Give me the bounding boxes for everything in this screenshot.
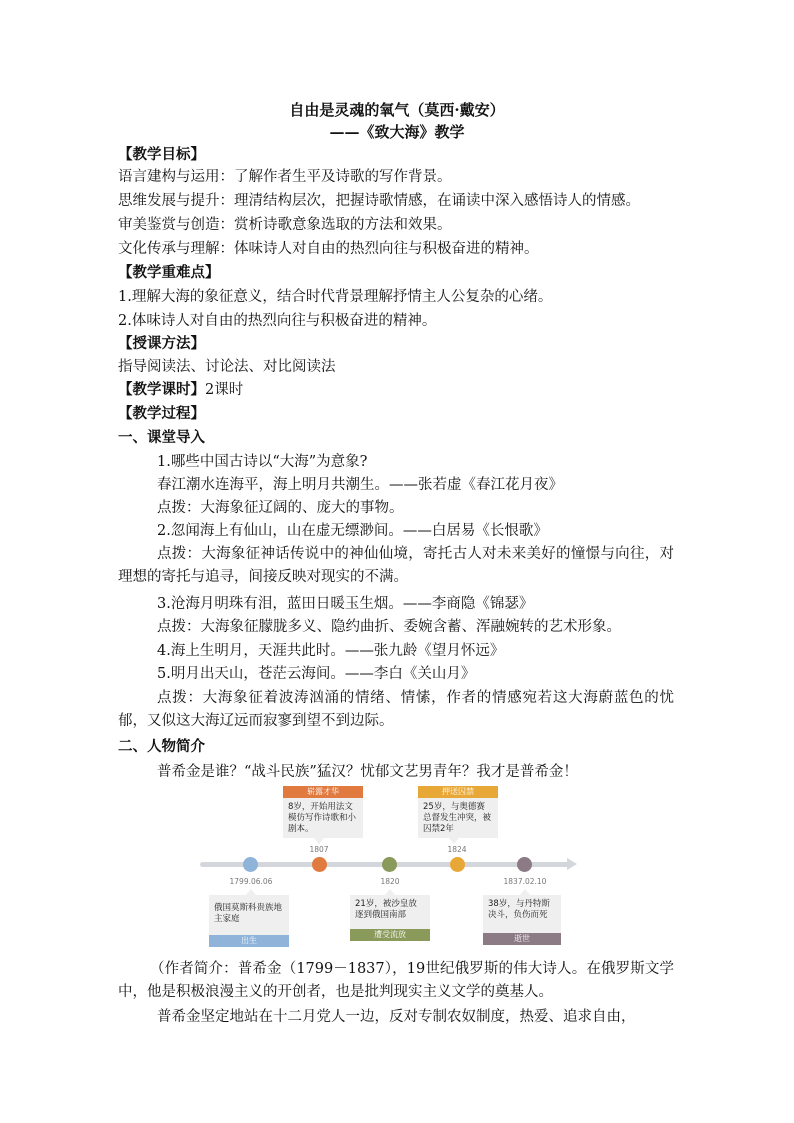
hours-text: 2课时: [205, 382, 244, 398]
timeline-card: 8岁，开始用法文模仿写作诗歌和小剧本。: [283, 798, 363, 838]
section2-intro: 普希金是谁？“战斗民族”猛汉？忧郁文艺男青年？我才是普希金！: [157, 764, 578, 780]
objective-item: 思维发展与提升：理清结构层次，把握诗歌情感，在诵读中深入感悟诗人的情感。: [118, 193, 640, 209]
poem-line: 3.沧海月明珠有泪，蓝田日暖玉生烟。——李商隐《锦瑟》: [157, 596, 534, 612]
timeline-date: 1799.06.06: [229, 877, 273, 886]
timeline-dot: [312, 857, 327, 872]
note-line: 点拨：大海象征辽阔的、庞大的事物。: [157, 500, 404, 516]
poem-line: 春江潮水连海平，海上明月共潮生。——张若虚《春江花月夜》: [157, 477, 563, 493]
objectives-heading: 【教学目标】: [118, 146, 205, 163]
note-paragraph: 点拨：大海象征着波涛汹涌的情绪、情愫，作者的情感宛若这大海蔚蓝色的忧郁，又似这大海辽远而寂寥到望不到边际。: [118, 690, 674, 729]
timeline-date: 1824: [447, 845, 467, 854]
timeline-graphic: [195, 784, 585, 949]
timeline-arrow: [567, 858, 577, 870]
timeline-date: 1807: [309, 845, 329, 854]
timeline-tag: 遭受流放: [350, 929, 430, 941]
timeline-dot: [243, 857, 258, 872]
section2-heading: 二、人物简介: [118, 738, 205, 755]
methods-text: 指导阅读法、讨论法、对比阅读法: [118, 359, 336, 375]
hours-heading: 【教学课时】: [118, 381, 205, 398]
timeline-dot: [382, 857, 397, 872]
key-point-item: 2.体味诗人对自由的热烈向往与积极奋进的精神。: [118, 313, 437, 329]
bio-paragraph-2: 普希金坚定地站在十二月党人一边，反对专制农奴制度，热爱、追求自由，: [157, 1009, 636, 1025]
key-point-item: 1.理解大海的象征意义，结合时代背景理解抒情主人公复杂的心绪。: [118, 289, 553, 305]
note-line: 点拨：大海象征朦胧多义、隐约曲折、委婉含蓄、浑融婉转的艺术形象。: [157, 619, 621, 635]
poem-line: 4.海上生明月，天涯共此时。——张九龄《望月怀远》: [157, 643, 505, 659]
timeline-card: 25岁，与奥德赛总督发生冲突，被囚禁2年: [418, 798, 498, 838]
timeline-tag: 押送囚禁: [418, 786, 498, 798]
objective-item: 审美鉴赏与创造：赏析诗歌意象选取的方法和效果。: [118, 217, 452, 233]
poem-line: 5.明月出天山，苍茫云海间。——李白《关山月》: [157, 666, 476, 682]
note-paragraph: 点拨：大海象征神话传说中的神仙仙境，寄托古人对未来美好的憧憬与向往，对理想的寄托与追寻，间接反映对现实的不满。: [118, 546, 674, 585]
timeline-dot: [517, 857, 532, 872]
timeline-card: 21岁，被沙皇放逐到俄国南部: [350, 895, 430, 929]
document-subtitle: ——《致大海》教学: [329, 123, 465, 141]
section1-question: 1.哪些中国古诗以“大海”为意象?: [157, 454, 368, 470]
timeline-date: 1837.02.10: [503, 877, 547, 886]
section1-heading: 一、课堂导入: [118, 429, 205, 446]
objective-item: 语言建构与运用：了解作者生平及诗歌的写作背景。: [118, 169, 452, 185]
hours-line: [118, 379, 678, 401]
objective-item: 文化传承与理解：体味诗人对自由的热烈向往与积极奋进的精神。: [118, 241, 539, 257]
timeline-tag: 崭露才华: [283, 786, 363, 798]
timeline-card: 38岁，与丹特斯决斗，负伤而死: [483, 895, 561, 933]
timeline-tag: 出生: [209, 935, 289, 947]
key-points-heading: 【教学重难点】: [118, 264, 220, 281]
timeline-date: 1820: [380, 877, 400, 886]
document-title: 自由是灵魂的氧气（莫西·戴安）: [289, 101, 505, 119]
timeline-dot: [450, 857, 465, 872]
timeline-card: 俄国莫斯科贵族地主家庭: [209, 895, 289, 935]
timeline-pointer: [314, 838, 324, 844]
timeline-tag: 逝世: [483, 933, 561, 945]
methods-heading: 【授课方法】: [118, 335, 205, 352]
timeline-pointer: [449, 838, 459, 844]
poem-line: 2.忽闻海上有仙山，山在虚无缥渺间。——白居易《长恨歌》: [157, 523, 548, 539]
bio-paragraph: （作者简介：普希金（1799－1837），19世纪俄罗斯的伟大诗人。在俄罗斯文学中，他是积极浪漫主义的开创者，也是批判现实主义文学的奠基人。: [118, 961, 674, 1000]
process-heading: 【教学过程】: [118, 405, 205, 422]
